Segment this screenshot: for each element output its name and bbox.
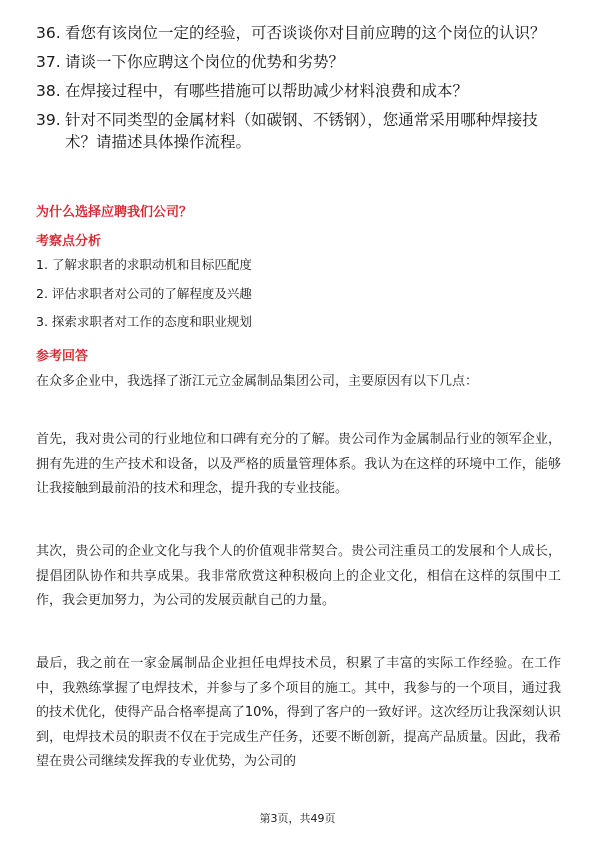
- page-number: 第3页，共49页: [259, 812, 336, 825]
- answer-heading: 参考回答: [36, 349, 89, 364]
- analysis-heading: 考察点分析: [36, 234, 102, 249]
- question-text: 看您有该岗位一定的经验，可否谈谈你对目前应聘的这个岗位的认识？: [65, 24, 546, 42]
- answer-paragraph: 在众多企业中，我选择了浙江元立金属制品集团公司，主要原因有以下几点：: [36, 374, 479, 389]
- answer-paragraph: 首先，我对贵公司的行业地位和口碑有充分的了解。贵公司作为金属制品行业的领军企业，拥有先进的生产技术和设备，以及严格的质量管理体系。我认为在这样的环境中工作，能够让我接触到最前沿的技术和理念，提升我的专业技能。: [36, 432, 561, 496]
- question-text: 请谈一下你应聘这个岗位的优势和劣势？: [65, 53, 345, 71]
- question-item: [36, 80, 561, 102]
- answer-paragraph: 其次，贵公司的企业文化与我个人的价值观非常契合。贵公司注重员工的发展和个人成长，提倡团队协作和共享成果。我非常欣赏这种积极向上的企业文化，相信在这样的氛围中工作，我会更加努力，为公司的发展贡献自己的力量。: [36, 544, 561, 608]
- question-text: 针对不同类型的金属材料（如碳钢、不锈钢），您通常采用哪种焊接技术？请描述具体操作流程。: [65, 111, 538, 151]
- question-item: [36, 22, 561, 44]
- analysis-item: 1. 了解求职者的求职动机和目标匹配度: [36, 257, 252, 272]
- section-heading: 为什么选择应聘我们公司？: [36, 205, 193, 220]
- question-text: 在焊接过程中，有哪些措施可以帮助减少材料浪费和成本？: [65, 82, 469, 100]
- question-number: 36.: [36, 24, 61, 42]
- analysis-item: 3. 探索求职者对工作的态度和职业规划: [36, 314, 252, 329]
- question-number: 38.: [36, 82, 61, 100]
- analysis-item: 2. 评估求职者对公司的了解程度及兴趣: [36, 286, 252, 301]
- question-item: [36, 109, 561, 153]
- question-number: 39.: [36, 111, 61, 129]
- answer-paragraph: 最后，我之前在一家金属制品企业担任电焊技术员，积累了丰富的实际工作经验。在工作中，我熟练掌握了电焊技术，并参与了多个项目的施工。其中，我参与的一个项目，通过我的技术优化，使得产品合格率提高了10%，得到了客户的一致好评。这次经历让我深刻认识到，电焊技术员的职责不仅在于完成生产任务，还要不断创新，提高产品质量。因此，我希望在贵公司继续发挥我的专业优势，为公司的: [36, 656, 561, 769]
- question-number: 37.: [36, 53, 61, 71]
- question-item: [36, 51, 561, 73]
- question-list: [36, 22, 561, 160]
